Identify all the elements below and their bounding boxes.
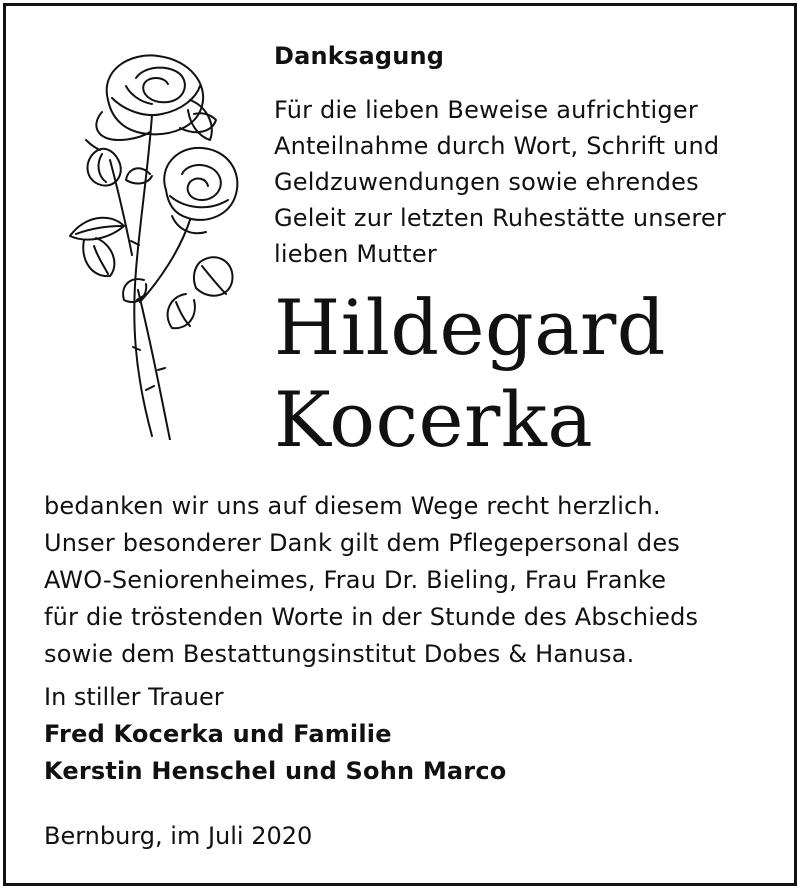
thanks-body: bedanken wir uns auf diesem Wege recht herzlich. Unser besonderer Dank gilt dem Pflegepersonal des AWO-Seniorenheimes, Frau Dr. Bieling, Frau Franke für die tröstenden Worte in der Stunde des Abschieds sowie dem Bestattungsinstitut Dobes & Hanusa.: [44, 492, 699, 668]
intro-text: Für die lieben Beweise aufrichtiger Anteilnahme durch Wort, Schrift und Geldzuwendungen sowie ehrendes Geleit zur letzten Ruhestätte unserer lieben Mutter: [274, 96, 726, 268]
deceased-last-name: Kocerka: [274, 375, 594, 464]
signers: [44, 716, 506, 790]
deceased-first-name: Hildegard: [274, 283, 666, 372]
place-date: Bernburg, im Juli 2020: [44, 822, 313, 850]
rose-icon: [40, 40, 240, 440]
mourning-line: In stiller Trauer: [44, 683, 224, 711]
signer-name: Fred Kocerka und Familie: [44, 720, 392, 748]
deceased-name: [274, 282, 666, 466]
signer-name: Kerstin Henschel und Sohn Marco: [44, 757, 507, 785]
heading-danksagung: Danksagung: [274, 42, 445, 70]
